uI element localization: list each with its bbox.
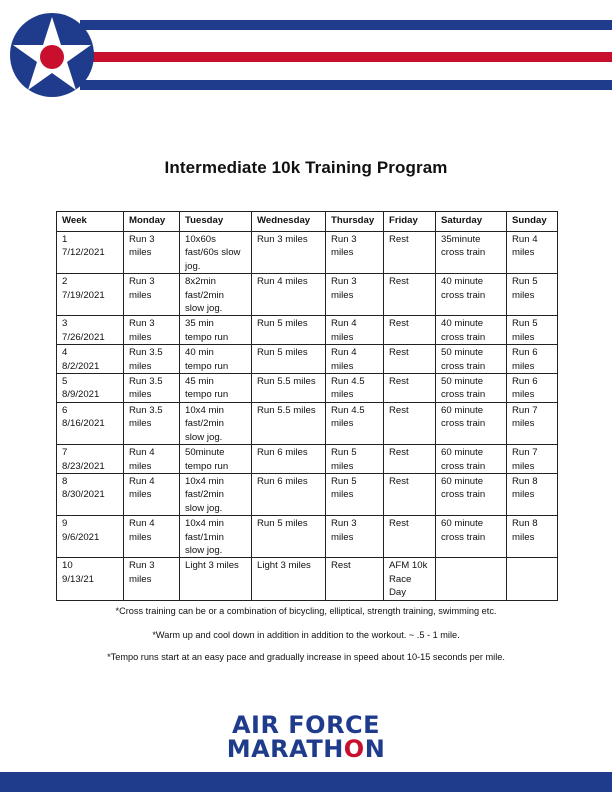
note-tempo-runs: *Tempo runs start at an easy pace and gradually increase in speed about 10-15 seconds per mile. — [107, 652, 505, 662]
table-cell: Rest — [384, 473, 436, 515]
table-cell: Run 4 miles — [326, 316, 384, 345]
table-cell: Run 3 miles — [326, 232, 384, 274]
table-cell: 8 8/30/2021 — [57, 473, 124, 515]
header-stripe-blue-bottom — [80, 80, 612, 90]
table-cell: 1 7/12/2021 — [57, 232, 124, 274]
note-warm-up: *Warm up and cool down in addition in addition to the workout. ~ .5 - 1 mile. — [152, 630, 460, 640]
table-cell: Run 5 miles — [252, 345, 326, 374]
table-cell — [507, 558, 558, 600]
table-row — [57, 402, 558, 444]
table-cell: 50 minute cross train — [436, 374, 507, 403]
table-row — [57, 473, 558, 515]
table-cell: Rest — [384, 316, 436, 345]
table-cell: Run 7 miles — [507, 445, 558, 474]
table-cell: Run 5 miles — [326, 473, 384, 515]
table-cell: 10 9/13/21 — [57, 558, 124, 600]
table-cell: Rest — [384, 274, 436, 316]
table-cell: Rest — [384, 345, 436, 374]
header-sunday: Sunday — [507, 212, 558, 232]
table-cell: 5 8/9/2021 — [57, 374, 124, 403]
table-cell: 2 7/19/2021 — [57, 274, 124, 316]
table-cell: Run 8 miles — [507, 516, 558, 558]
header-stripe-red — [80, 52, 612, 62]
header-saturday: Saturday — [436, 212, 507, 232]
logo-marathon — [0, 736, 612, 762]
table-cell: Light 3 miles — [180, 558, 252, 600]
table-row — [57, 345, 558, 374]
table-cell: 40 minute cross train — [436, 274, 507, 316]
table-cell: Run 3.5 miles — [124, 374, 180, 403]
table-cell: Rest — [384, 374, 436, 403]
table-cell: Run 6 miles — [252, 473, 326, 515]
table-cell — [436, 558, 507, 600]
table-cell: 40 minute cross train — [436, 316, 507, 345]
table-cell: Run 8 miles — [507, 473, 558, 515]
table-cell: 4 8/2/2021 — [57, 345, 124, 374]
table-cell: Run 4 miles — [124, 445, 180, 474]
table-cell: 9 9/6/2021 — [57, 516, 124, 558]
table-cell: Run 3 miles — [124, 558, 180, 600]
table-cell: 50minute tempo run — [180, 445, 252, 474]
table-cell: Run 3.5 miles — [124, 345, 180, 374]
table-cell: 35minute cross train — [436, 232, 507, 274]
footer-stripe — [0, 772, 612, 792]
table-cell: Rest — [384, 445, 436, 474]
table-cell: Run 4 miles — [124, 473, 180, 515]
table-cell: 45 min tempo run — [180, 374, 252, 403]
table-cell: Run 3.5 miles — [124, 402, 180, 444]
table-row — [57, 274, 558, 316]
table-cell: Run 3 miles — [124, 232, 180, 274]
table-cell: AFM 10k Race Day — [384, 558, 436, 600]
table-row — [57, 445, 558, 474]
header-friday: Friday — [384, 212, 436, 232]
table-cell: Rest — [384, 232, 436, 274]
table-cell: 50 minute cross train — [436, 345, 507, 374]
header-stripe-blue-top — [80, 20, 612, 30]
table-cell: 60 minute cross train — [436, 402, 507, 444]
header-thursday: Thursday — [326, 212, 384, 232]
table-row — [57, 316, 558, 345]
table-cell: 10x4 min fast/2min slow jog. — [180, 473, 252, 515]
table-cell: Run 3 miles — [326, 516, 384, 558]
table-cell: Run 5 miles — [507, 316, 558, 345]
table-cell: Run 5 miles — [252, 316, 326, 345]
table-cell: Rest — [326, 558, 384, 600]
logo-marathon-b: N — [364, 735, 386, 763]
table-cell: 10x4 min fast/2min slow jog. — [180, 402, 252, 444]
table-cell: Run 5.5 miles — [252, 402, 326, 444]
table-cell: Run 3 miles — [124, 274, 180, 316]
table-cell: Run 5 miles — [252, 516, 326, 558]
star-roundel-icon — [10, 13, 94, 97]
table-row — [57, 232, 558, 274]
table-cell: 10x4 min fast/1min slow jog. — [180, 516, 252, 558]
table-cell: Run 4 miles — [124, 516, 180, 558]
header-monday: Monday — [124, 212, 180, 232]
logo-marathon-a: MARATH — [226, 735, 344, 763]
table-cell: 60 minute cross train — [436, 516, 507, 558]
table-cell: Run 5.5 miles — [252, 374, 326, 403]
table-cell: Light 3 miles — [252, 558, 326, 600]
table-row — [57, 516, 558, 558]
header-banner — [0, 0, 612, 110]
table-cell: 40 min tempo run — [180, 345, 252, 374]
table-row — [57, 374, 558, 403]
table-cell: Run 4 miles — [252, 274, 326, 316]
table-cell: Run 7 miles — [507, 402, 558, 444]
table-cell: 60 minute cross train — [436, 473, 507, 515]
header-week: Week — [57, 212, 124, 232]
table-cell: 35 min tempo run — [180, 316, 252, 345]
table-cell: Run 4.5 miles — [326, 374, 384, 403]
table-cell: 10x60s fast/60s slow jog. — [180, 232, 252, 274]
table-cell: Run 5 miles — [326, 445, 384, 474]
table-cell: 8x2min fast/2min slow jog. — [180, 274, 252, 316]
table-cell: 6 8/16/2021 — [57, 402, 124, 444]
table-row — [57, 558, 558, 600]
table-header-row — [57, 212, 558, 232]
table-cell: Rest — [384, 402, 436, 444]
table-cell: Run 3 miles — [252, 232, 326, 274]
note-cross-training: *Cross training can be or a combination of bicycling, elliptical, strength training, swimming etc. — [115, 606, 497, 616]
table-cell: 3 7/26/2021 — [57, 316, 124, 345]
table-cell: Run 4.5 miles — [326, 402, 384, 444]
table-cell: Run 5 miles — [507, 274, 558, 316]
table-cell: Run 6 miles — [507, 374, 558, 403]
header-wednesday: Wednesday — [252, 212, 326, 232]
table-cell: 7 8/23/2021 — [57, 445, 124, 474]
table-cell: Run 3 miles — [124, 316, 180, 345]
table-body — [57, 232, 558, 601]
logo-air-force: AIR FORCE — [231, 711, 381, 739]
header-tuesday: Tuesday — [180, 212, 252, 232]
table-cell: Run 4 miles — [507, 232, 558, 274]
table-cell: Run 3 miles — [326, 274, 384, 316]
page-title: Intermediate 10k Training Program — [164, 158, 448, 177]
training-schedule-table — [56, 211, 558, 601]
table-cell: Run 6 miles — [507, 345, 558, 374]
logo-marathon-o: O — [343, 735, 365, 763]
table-cell: Run 6 miles — [252, 445, 326, 474]
table-cell: Rest — [384, 516, 436, 558]
table-cell: Run 4 miles — [326, 345, 384, 374]
table-cell: 60 minute cross train — [436, 445, 507, 474]
